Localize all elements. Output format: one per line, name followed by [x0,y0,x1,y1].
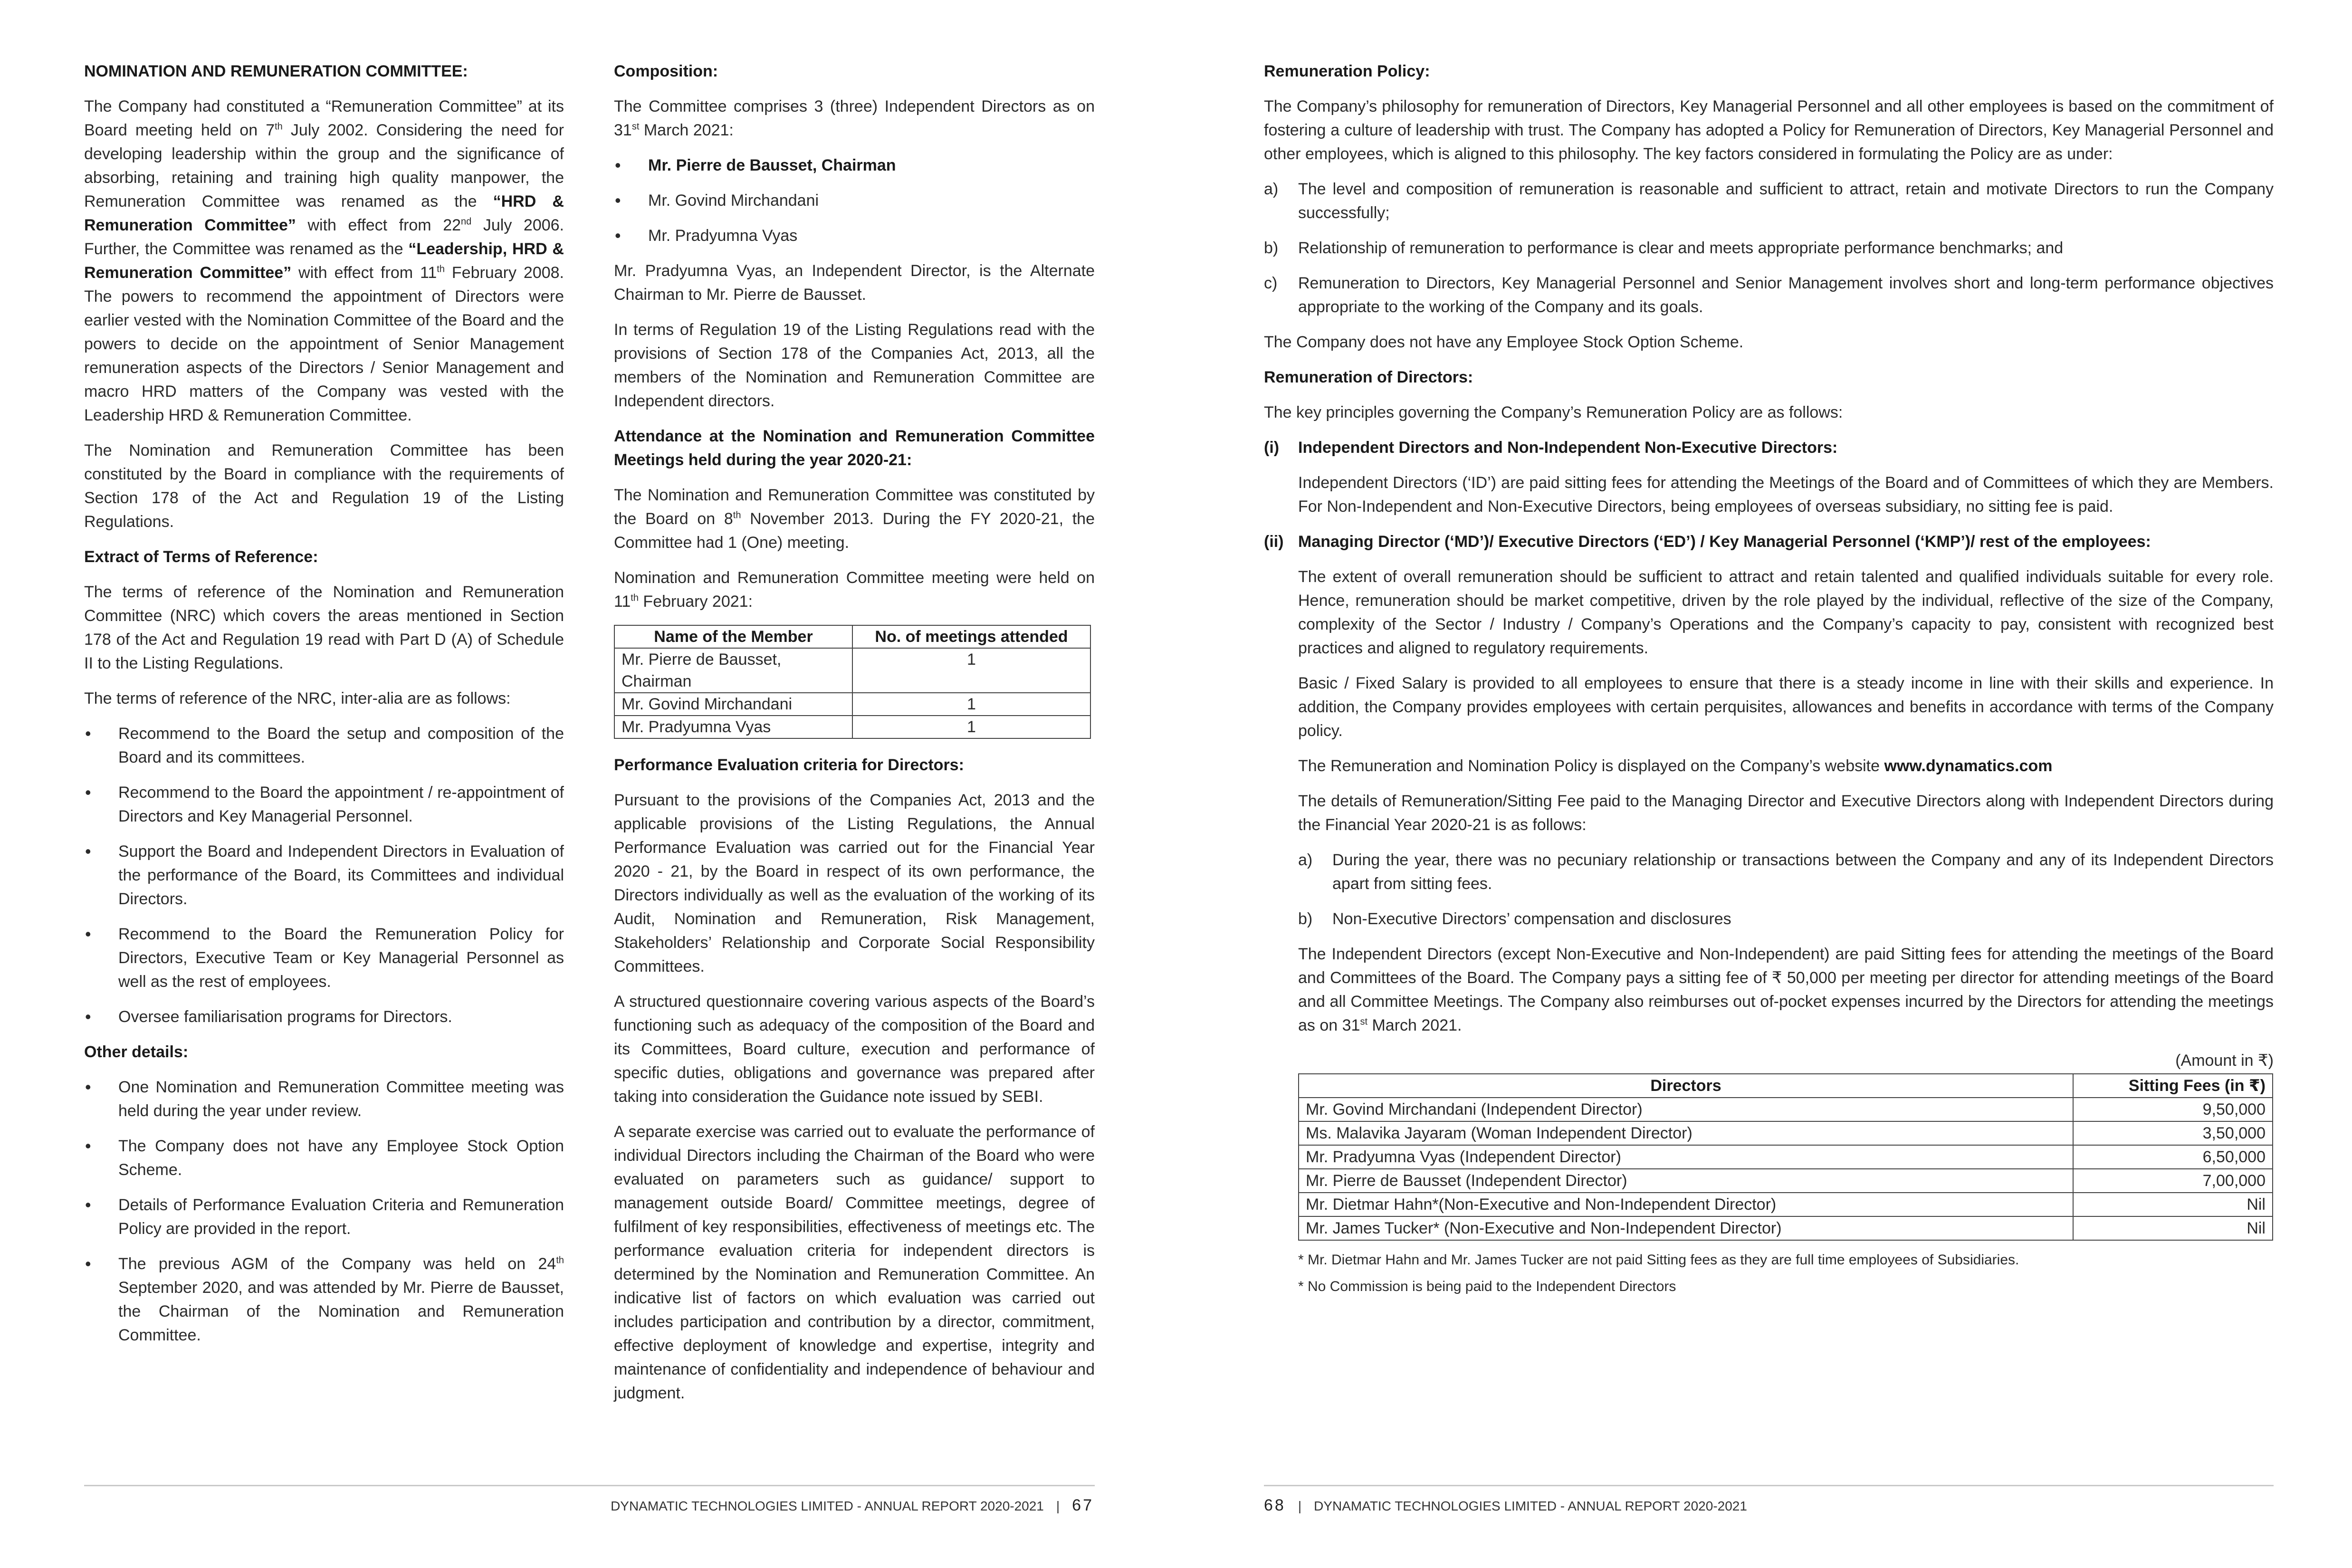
list-item: • The previous AGM of the Company was held on 24th September 2020, and was attended by Mr. Pierre de Bausset, the Chairman of the Nomination and Remuneration Committee. [84,1252,564,1347]
footnote: * No Commission is being paid to the Independent Directors [1298,1279,1676,1294]
independent-directors-paragraph: Independent Directors (‘ID’) are paid sitting fees for attending the Meetings of the Board and of Committees of which they are Members. For Non-Independent and Non-Executive Directors, being employees of overseas subsidiary, no sitting fee is paid. [1298,474,2274,516]
terms-list [84,722,564,1029]
website-paragraph: The Remuneration and Nomination Policy is displayed on the Company’s website www.dynamatics.com [1298,757,2053,775]
meetings-count-cell: 1 [852,716,1090,738]
footer-right-page [1264,1496,1747,1516]
right-page-column [1264,59,2274,1302]
footer-report-title: DYNAMATIC TECHNOLOGIES LIMITED - ANNUAL REPORT 2020-2021 [1314,1499,1747,1513]
list-item: • Support the Board and Independent Directors in Evaluation of the performance of the Board, its Committees and individual Directors. [84,840,564,911]
terms-heading: Extract of Terms of Reference: [84,548,318,566]
table-row [614,693,1090,716]
principles-paragraph: The key principles governing the Company’s Remuneration Policy are as follows: [1264,403,1843,421]
fee-cell: 6,50,000 [2073,1145,2273,1169]
nrc-intro-paragraph: The Company had constituted a “Remuneration Committee” at its Board meeting held on 7th July 2002. Considering the need for developing leadership within the group and the significance of absorbing, retaining and training high quality manpower, the Remuneration Committee was renamed as the “HRD & Remuneration Committee” with effect from 22nd July 2006. Further, the Committee was renamed as the “Leadership, HRD & Remuneration Committee” with effect from 11th February 2008. The powers to recommend the appointment of Directors were earlier vested with the Nomination Committee of the Board and the powers to decide on the appointment of Senior Management remuneration aspects of the Directors / Senior Management and macro HRD matters of the Company was vested with the Leadership HRD & Remuneration Committee. [84,97,564,424]
footer-divider-right [1264,1485,2274,1486]
footer-separator: | [1298,1499,1302,1513]
meetings-count-cell: 1 [852,693,1090,716]
policy-paragraph: The Company’s philosophy for remuneration of Directors, Key Managerial Personnel and all other employees is based on the commitment of fostering a culture of leadership with trust. The Company has adopted a Policy for Remuneration of Directors, Key Managerial Personnel and other employees, which is aligned to this philosophy. The key factors considered in formulating the Policy are as under: [1264,97,2274,163]
table-row [1299,1193,2273,1216]
list-item: a) The level and composition of remuneration is reasonable and sufficient to attract, retain and motivate Directors to run the Company successfully; [1264,180,2274,222]
attendance-table [614,625,1091,739]
director-cell: Ms. Malavika Jayaram (Woman Independent Director) [1299,1121,2073,1145]
md-ed-kmp-subheading: (ii) Managing Director (‘MD’)/ Executive Directors (‘ED’) / Key Managerial Personnel (‘KMP’)/ rest of the employees: [1264,533,2151,551]
table-header-row [614,625,1090,648]
meetings-count-cell: 1 [852,648,1090,693]
page-number: 67 [1072,1496,1094,1514]
member-name-cell: Mr. Pierre de Bausset, Chairman [614,648,852,693]
composition-heading: Composition: [614,62,718,80]
composition-paragraph: The Committee comprises 3 (three) Independent Directors as on 31st March 2021: [614,97,1095,139]
attendance-heading: Attendance at the Nomination and Remuneration Committee Meetings held during the year 2020-21: [614,427,1095,469]
footer-separator: | [1056,1499,1060,1513]
separate-exercise-paragraph: A separate exercise was carried out to evaluate the performance of individual Directors including the Chairman of the Board who were evaluated on parameters such as guidance/ support to management outside Board/ Committee meetings, degree of fulfilment of key responsibilities, effectiveness of meetings etc. The performance evaluation criteria for independent directors is determined by the Nomination and Remuneration Committee. An indicative list of factors on which evaluation was carried out includes participation and contribution by a director, commitment, effective deployment of knowledge and expertise, integrity and maintenance of confidentiality and independence of behaviour and judgment. [614,1123,1095,1402]
list-item: • Oversee familiarisation programs for Directors. [84,1005,564,1029]
footer-report-title: DYNAMATIC TECHNOLOGIES LIMITED - ANNUAL REPORT 2020-2021 [611,1499,1044,1513]
fixed-salary-paragraph: Basic / Fixed Salary is provided to all employees to ensure that there is a steady income in line with their skills and experience. In addition, the Company provides employees with certain perquisites, allowances and benefits in accordance with terms of the Company policy. [1298,674,2274,740]
esop-paragraph: The Company does not have any Employee Stock Option Scheme. [1264,333,1744,351]
member-name-cell: Mr. Govind Mirchandani [614,693,852,716]
table-row [614,648,1090,693]
left-column-2 [614,59,1095,1416]
directors-remuneration-heading: Remuneration of Directors: [1264,368,1473,386]
terms-intro-paragraph: The terms of reference of the NRC, inter-alia are as follows: [84,689,511,708]
members-list [614,153,1095,248]
performance-paragraph: Pursuant to the provisions of the Companies Act, 2013 and the applicable provisions of the Listing Regulations, the Annual Performance Evaluation was carried out for the Financial Year 2020 - 21, by the Board in respect of its own performance, the Directors individually as well as the evaluation of the working of its Audit, Nomination and Remuneration, Risk Management, Stakeholders’ Relationship and Corporate Social Responsibility Committees. [614,791,1095,975]
policy-factors-list [1264,177,2274,319]
list-item: • One Nomination and Remuneration Committee meeting was held during the year under review. [84,1075,564,1123]
fee-cell: 3,50,000 [2073,1121,2273,1145]
terms-paragraph: The terms of reference of the Nomination and Remuneration Committee (NRC) which covers the areas mentioned in Section 178 of the Act and Regulation 19 read with Part D (A) of Schedule II to the Listing Regulations. [84,583,564,672]
regulation-paragraph: In terms of Regulation 19 of the Listing Regulations read with the provisions of Section 178 of the Companies Act, 2013, all the members of the Nomination and Remuneration Committee are Independent directors. [614,321,1095,410]
list-item: • Mr. Pierre de Bausset, Chairman [614,153,1095,177]
other-details-heading: Other details: [84,1043,189,1061]
alternate-chairman-paragraph: Mr. Pradyumna Vyas, an Independent Director, is the Alternate Chairman to Mr. Pierre de Bausset. [614,262,1095,304]
director-cell: Mr. Pradyumna Vyas (Independent Director) [1299,1145,2073,1169]
performance-heading: Performance Evaluation criteria for Directors: [614,756,964,774]
website-link[interactable]: www.dynamatics.com [1884,757,2053,775]
column-header: Directors [1299,1074,2073,1098]
director-cell: Mr. Pierre de Bausset (Independent Director) [1299,1169,2073,1193]
overall-remuneration-paragraph: The extent of overall remuneration should be sufficient to attract and retain talented and qualified individuals suitable for every role. Hence, remuneration should be market competitive, driven by the role played by the individual, reflective of the size of the Company, complexity of the Sector / Industry / Company’s Operations and the Company’s capacity to pay, consistent with recognized best practices and aligned to regulatory requirements. [1298,568,2274,657]
list-item: • Recommend to the Board the appointment / re-appointment of Directors and Key Managerial Personnel. [84,781,564,828]
footer-divider-left [84,1485,1095,1486]
column-header: Sitting Fees (in ₹) [2073,1074,2273,1098]
independent-directors-subheading: (i) Independent Directors and Non-Independent Non-Executive Directors: [1264,439,1838,457]
table-row [1299,1169,2273,1193]
list-item: b) Non-Executive Directors’ compensation and disclosures [1298,910,1731,928]
table-row [614,716,1090,738]
fee-cell: Nil [2073,1193,2273,1216]
constituted-paragraph: The Nomination and Remuneration Committee was constituted by the Board on 8th November 2013. During the FY 2020-21, the Committee had 1 (One) meeting. [614,486,1095,552]
amount-unit-note: (Amount in ₹) [2175,1052,2274,1070]
fee-cell: Nil [2073,1216,2273,1240]
footer-left-page [611,1496,1094,1516]
sitting-fees-table [1298,1073,2273,1241]
fee-cell: 9,50,000 [2073,1098,2273,1121]
list-item: b) Relationship of remuneration to performance is clear and meets appropriate performance benchmarks; and [1264,239,2064,257]
director-cell: Mr. Govind Mirchandani (Independent Director) [1299,1098,2073,1121]
left-column-1 [84,59,564,1358]
questionnaire-paragraph: A structured questionnaire covering various aspects of the Board’s functioning such as adequacy of the composition of the Board and its Committees, Board culture, execution and performance of specific duties, obligations and governance was prepared after taking into consideration the Guidance note issued by SEBI. [614,993,1095,1106]
member-name-cell: Mr. Pradyumna Vyas [614,716,852,738]
meeting-date-paragraph: Nomination and Remuneration Committee meeting were held on 11th February 2021: [614,569,1095,611]
page-number: 68 [1264,1496,1286,1514]
list-item: • Recommend to the Board the Remuneration Policy for Directors, Executive Team or Key Managerial Personnel as well as the rest of employees. [84,922,564,994]
details-paragraph: The details of Remuneration/Sitting Fee paid to the Managing Director and Executive Directors along with Independent Directors during the Financial Year 2020-21 is as follows: [1298,792,2274,834]
table-row [1299,1216,2273,1240]
table-row [1299,1145,2273,1169]
footnote: * Mr. Dietmar Hahn and Mr. James Tucker are not paid Sitting fees as they are full time employees of Subsidiaries. [1298,1252,2019,1268]
column-header: Name of the Member [614,625,852,648]
remuneration-policy-heading: Remuneration Policy: [1264,62,1430,80]
list-item: • Recommend to the Board the setup and composition of the Board and its committees. [84,722,564,769]
table-header-row [1299,1074,2273,1098]
details-list [1264,848,2274,931]
list-item: c) Remuneration to Directors, Key Managerial Personnel and Senior Management involves short and long-term performance objectives appropriate to the working of the Company and its goals. [1264,274,2274,316]
director-cell: Mr. Dietmar Hahn*(Non-Executive and Non-Independent Director) [1299,1193,2073,1216]
list-item: • Mr. Pradyumna Vyas [614,224,1095,248]
nrc-heading: NOMINATION AND REMUNERATION COMMITTEE: [84,62,468,80]
director-cell: Mr. James Tucker* (Non-Executive and Non-Independent Director) [1299,1216,2073,1240]
column-header: No. of meetings attended [852,625,1090,648]
nrc-constitution-paragraph: The Nomination and Remuneration Committee has been constituted by the Board in compliance with the requirements of Section 178 of the Act and Regulation 19 of the Listing Regulations. [84,441,564,531]
fee-cell: 7,00,000 [2073,1169,2273,1193]
list-item: a) During the year, there was no pecuniary relationship or transactions between the Company and any of its Independent Directors apart from sitting fees. [1298,851,2274,893]
other-details-list [84,1075,564,1347]
list-item: • Details of Performance Evaluation Criteria and Remuneration Policy are provided in the report. [84,1193,564,1241]
list-item: • Mr. Govind Mirchandani [614,189,1095,212]
table-row [1299,1098,2273,1121]
list-item: • The Company does not have any Employee Stock Option Scheme. [84,1134,564,1182]
table-row [1299,1121,2273,1145]
sitting-fees-paragraph: The Independent Directors (except Non-Executive and Non-Independent) are paid Sitting fees for attending the meetings of the Board and Committees of the Board. The Company pays a sitting fee of ₹ 50,000 per meeting per director for attending meetings of the Board and all Committee Meetings. The Company also reimburses out of-pocket expenses incurred by the Directors for attending the meetings as on 31st March 2021. [1298,945,2274,1034]
